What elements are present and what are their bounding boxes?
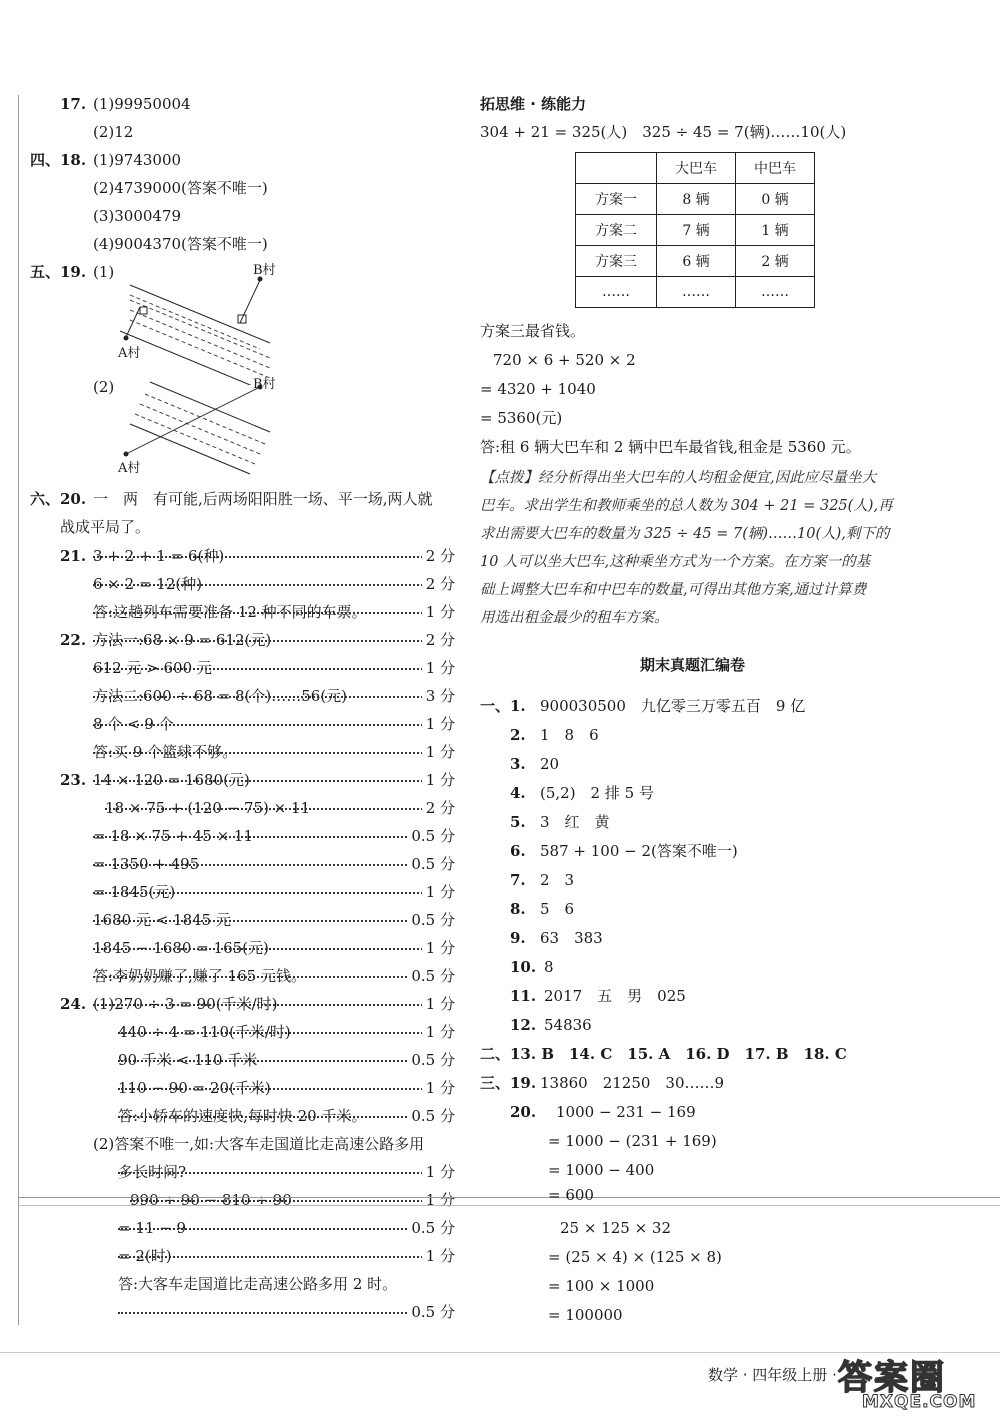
calc-step-2: = 4320 + 1040 — [480, 380, 596, 398]
table-header-cell: 大巴车 — [657, 153, 736, 184]
q20-step-1: 1000 − 231 − 169 — [556, 1103, 696, 1121]
q24-part2-row-1: 多长时间? 1 分 — [118, 1163, 455, 1181]
q19-part2-label: (2) — [93, 378, 115, 396]
q22-row-5: 答:买 9 个篮球不够。 1 分 — [93, 743, 455, 761]
q19-number: 五、19. — [30, 263, 87, 281]
part1-q5-answer: 3 红 黄 — [540, 813, 610, 831]
part1-q3-answer: 20 — [540, 755, 560, 773]
q23-row-1: 14 × 120 = 1680(元) 1 分 — [93, 771, 455, 789]
part1-q2-number: 2. — [510, 726, 526, 744]
page-edge-line — [18, 95, 19, 1325]
q18-answer-2: (2)4739000(答案不唯一) — [93, 179, 268, 197]
q20b-step-4: = 100000 — [548, 1306, 623, 1324]
q20-step-2: = 1000 − (231 + 169) — [548, 1132, 717, 1150]
q23-row-8: 答:李奶奶赚了,赚了 165 元钱。 0.5 分 — [93, 967, 455, 985]
village-b-label-2: B村 — [253, 377, 276, 392]
rental-answer: 答:租 6 辆大巴车和 2 辆中巴车最省钱,租金是 5360 元。 — [480, 438, 861, 456]
table-cell: 8 辆 — [657, 184, 736, 215]
table-cell: 方案二 — [576, 215, 657, 246]
part1-q9-number: 9. — [510, 929, 526, 947]
q17-answer-1: (1)99950004 — [93, 95, 191, 113]
part1-q9-answer: 63 383 — [540, 929, 603, 947]
q23-row-5: = 1845(元) 1 分 — [93, 883, 455, 901]
q17-answer-2: (2)12 — [93, 123, 134, 141]
part3-q19-answer: 13860 21250 30……9 — [540, 1074, 725, 1092]
q23-row-4: = 1350 + 495 0.5 分 — [93, 855, 455, 873]
rental-plan-table — [575, 152, 815, 308]
calc-step-3: = 5360(元) — [480, 409, 563, 427]
part1-q12-answer: 54836 — [544, 1016, 592, 1034]
part1-q4-answer: (5,2) 2 排 5 号 — [540, 784, 654, 802]
table-row — [576, 215, 815, 246]
watermark-logo: 答案圈 — [838, 1358, 946, 1398]
q24-part2-last-row: 0.5 分 — [118, 1303, 455, 1321]
part1-q1-number: 一、1. — [480, 697, 526, 715]
part1-q8-answer: 5 6 — [540, 900, 575, 918]
q24-part2-line-1: (2)答案不唯一,如:大客车走国道比走高速公路多用 — [93, 1135, 425, 1153]
q23-number: 23. — [60, 771, 87, 789]
q18-number: 四、18. — [30, 151, 87, 169]
part1-q6-answer: 587 + 100 − 2(答案不唯一) — [540, 842, 738, 860]
q24-row-5: 答:小轿车的速度快,每时快 20 千米。 0.5 分 — [118, 1107, 455, 1125]
q21-number: 21. — [60, 547, 87, 565]
q22-row-4: 8 个 < 9 个 1 分 — [93, 715, 455, 733]
part3-q19-number: 三、19. — [480, 1074, 537, 1092]
part1-q7-answer: 2 3 — [540, 871, 575, 889]
q24-row-3: 90 千米 < 110 千米 0.5 分 — [118, 1051, 455, 1069]
part1-q5-number: 5. — [510, 813, 526, 831]
q22-row-2: 612 元 > 600 元 1 分 — [93, 659, 455, 677]
part2-answers: 二、13. B 14. C 15. A 16. D 17. B 18. C — [480, 1045, 847, 1063]
q21-row-2: 6 × 2 = 12(种) 2 分 — [93, 575, 455, 593]
part1-q11-number: 11. — [510, 987, 537, 1005]
table-row — [576, 246, 815, 277]
table-cell: 2 辆 — [736, 246, 815, 277]
hint-line-3: 求出需要大巴车的数量为 325 ÷ 45 = 7(辆)……10(人),剩下的 — [480, 526, 890, 542]
q22-number: 22. — [60, 631, 87, 649]
practice-calc: 304 + 21 = 325(人) 325 ÷ 45 = 7(辆)……10(人) — [480, 123, 847, 141]
footer-subject: 数学 · 四年级上册 · — [708, 1366, 837, 1384]
q20-line-1: 一 两 有可能,后两场阳阳胜一场、平一场,两人就 — [93, 490, 433, 508]
table-header-cell: 中巴车 — [736, 153, 815, 184]
part1-q10-number: 10. — [510, 958, 537, 976]
q23-row-2: 18 × 75 + (120 − 75) × 11 2 分 — [105, 799, 455, 817]
table-cell: 1 辆 — [736, 215, 815, 246]
exam-section-title: 期末真题汇编卷 — [640, 656, 746, 674]
part1-q7-number: 7. — [510, 871, 526, 889]
village-a-label-1: A村 — [118, 346, 141, 361]
q20b-step-1: 25 × 125 × 32 — [560, 1219, 672, 1237]
q24-part2-row-3: = 11 − 9 0.5 分 — [118, 1219, 455, 1237]
separator-line-2 — [18, 1205, 1000, 1206]
q17-number: 17. — [60, 95, 87, 113]
part1-q1-answer: 900030500 九亿零三万零五百 9 亿 — [540, 697, 806, 715]
table-row — [576, 277, 815, 308]
q21-row-3: 答:这趟列车需要准备 12 种不同的车票。 1 分 — [93, 603, 455, 621]
part3-q20-number: 20. — [510, 1103, 537, 1121]
q24-part2-answer: 答:大客车走国道比走高速公路多用 2 时。 — [118, 1275, 398, 1293]
hint-line-5: 础上调整大巴车和中巴车的数量,可得出其他方案,通过计算费 — [480, 582, 867, 598]
hint-line-4: 10 人可以坐大巴车,这种乘坐方式为一个方案。在方案一的基 — [480, 554, 871, 570]
watermark-url: MXQE.COM — [862, 1392, 977, 1412]
q24-part2-row-4: = 2(时) 1 分 — [118, 1247, 455, 1265]
part1-q11-answer: 2017 五 男 025 — [544, 987, 686, 1005]
separator-line-1 — [18, 1197, 1000, 1198]
q18-answer-4: (4)9004370(答案不唯一) — [93, 235, 268, 253]
table-cell: 6 辆 — [657, 246, 736, 277]
q24-part2-row-2: 990 ÷ 90 − 810 ÷ 90 1 分 — [130, 1191, 455, 1209]
table-cell: 方案一 — [576, 184, 657, 215]
part1-q10-answer: 8 — [544, 958, 554, 976]
q20-step-3: = 1000 − 400 — [548, 1161, 655, 1179]
q18-answer-3: (3)3000479 — [93, 207, 182, 225]
practice-heading: 拓思维 · 练能力 — [480, 95, 587, 113]
q22-row-3: 方法二:600 ÷ 68 = 8(个)……56(元) 3 分 — [93, 687, 455, 705]
village-a-label-2: A村 — [118, 461, 141, 476]
q24-row-2: 440 ÷ 4 = 110(千米/时) 1 分 — [118, 1023, 455, 1041]
q20b-step-3: = 100 × 1000 — [548, 1277, 655, 1295]
q19-part1-label: (1) — [93, 263, 115, 281]
q24-row-1: (1)270 ÷ 3 = 90(千米/时) 1 分 — [93, 995, 455, 1013]
q21-row-1: 3 + 2 + 1 = 6(种) 2 分 — [93, 547, 455, 565]
best-plan-text: 方案三最省钱。 — [480, 322, 586, 340]
table-cell: …… — [657, 277, 736, 308]
part1-q8-number: 8. — [510, 900, 526, 918]
hint-line-1: 【点拨】经分析得出坐大巴车的人均租金便宜,因此应尽量坐大 — [480, 470, 877, 486]
table-cell: 0 辆 — [736, 184, 815, 215]
table-cell: 7 辆 — [657, 215, 736, 246]
q23-row-6: 1680 元 < 1845 元 0.5 分 — [93, 911, 455, 929]
part1-q2-answer: 1 8 6 — [540, 726, 599, 744]
q20-step-4: = 600 — [548, 1186, 594, 1204]
part1-q12-number: 12. — [510, 1016, 537, 1034]
q24-number: 24. — [60, 995, 87, 1013]
q24-row-4: 110 − 90 = 20(千米) 1 分 — [118, 1079, 455, 1097]
q20-number: 六、20. — [30, 490, 87, 508]
q20b-step-2: = (25 × 4) × (125 × 8) — [548, 1248, 722, 1266]
table-cell: 方案三 — [576, 246, 657, 277]
table-header-cell — [576, 153, 657, 184]
calc-step-1: 720 × 6 + 520 × 2 — [493, 351, 636, 369]
part1-q6-number: 6. — [510, 842, 526, 860]
table-row — [576, 184, 815, 215]
hint-line-2: 巴车。求出学生和教师乘坐的总人数为 304 + 21 = 325(人),再 — [480, 498, 893, 514]
table-cell: …… — [576, 277, 657, 308]
part1-q3-number: 3. — [510, 755, 526, 773]
q20-line-2: 战成平局了。 — [60, 518, 151, 536]
table-cell: …… — [736, 277, 815, 308]
village-b-label-1: B村 — [253, 263, 276, 278]
q18-answer-1: (1)9743000 — [93, 151, 182, 169]
part1-q4-number: 4. — [510, 784, 526, 802]
q23-row-3: = 18 × 75 + 45 × 11 0.5 分 — [93, 827, 455, 845]
hint-line-6: 用选出租金最少的租车方案。 — [480, 610, 669, 626]
q23-row-7: 1845 − 1680 = 165(元) 1 分 — [93, 939, 455, 957]
table-header-row — [576, 153, 815, 184]
q22-row-1: 方法一:68 × 9 = 612(元) 2 分 — [93, 631, 455, 649]
